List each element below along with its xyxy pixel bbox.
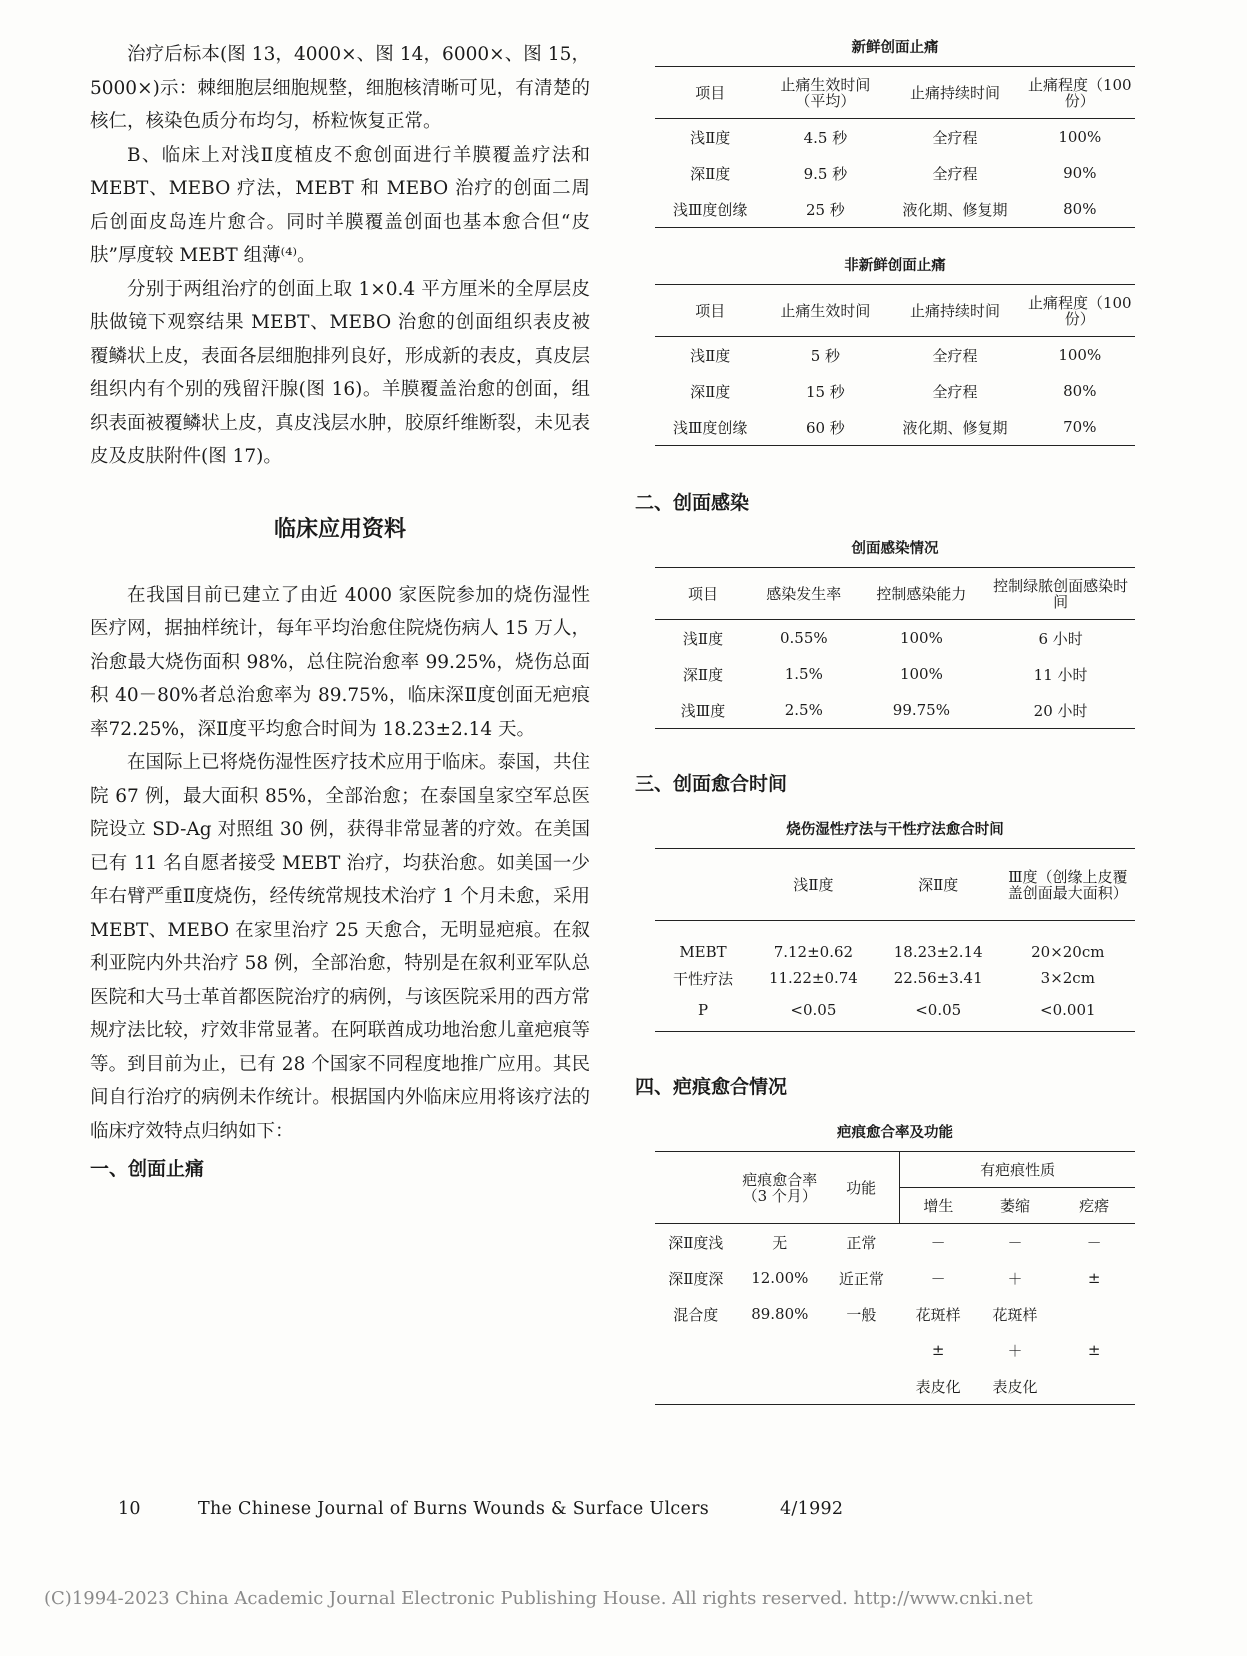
table-cell: 表皮化 [915, 1377, 961, 1396]
table-cell: 11 小时 [1033, 665, 1088, 684]
section-title: 临床应用资料 [273, 516, 406, 542]
column-header: 止痛持续时间 [885, 285, 1024, 337]
table-cell: 90% [1063, 164, 1097, 182]
table-cell: 正常 [846, 1233, 877, 1252]
column-header: 浅Ⅱ度 [751, 849, 876, 921]
table-cell: 100% [1058, 346, 1102, 364]
column-header: 控制绿脓创面感染时间 [986, 568, 1135, 620]
table-cell [737, 1368, 823, 1405]
page-number: 10 [118, 1499, 141, 1519]
table-cell: 80% [1063, 200, 1097, 218]
table-cell: 60 秒 [805, 418, 845, 437]
table-row [655, 989, 1135, 1032]
table-cell: 22.56±3.41 [893, 969, 983, 987]
table-cell: 浅Ⅲ度 [680, 701, 726, 720]
table-cell: 花斑样 [992, 1305, 1038, 1324]
wound-infection-table [655, 567, 1135, 729]
table-cell: 80% [1063, 382, 1097, 400]
table-cell: 25 秒 [805, 200, 845, 219]
column-header: 止痛程度（100 份） [1025, 67, 1135, 119]
table-cell: <0.001 [1040, 1001, 1096, 1019]
column-header: 止痛持续时间 [885, 67, 1024, 119]
table-cell: 深Ⅱ度 [682, 665, 724, 684]
table-cell: 花斑样 [915, 1305, 961, 1324]
table-cell [655, 1332, 737, 1368]
column-header: 控制感染能力 [857, 568, 987, 620]
column-header: 增生 [900, 1188, 977, 1224]
paragraph: 在国际上已将烧伤湿性医疗技术应用于临床。泰国，共住院 67 例，最大面积 85%，全部治愈；在泰国皇家空军总医院设立 SD-Ag 对照组 30 例，获得非常显著的疗效。在美国已有 11 名自愿者接受 MEBT 治疗，均获治愈。如美国一少年右臂严重Ⅱ度烧伤，经传统常规技术治疗 1 个月未愈，采用 MEBT、MEBO 在家里治疗 25 天愈合，无明显疤痕。在叙利亚院内外共治疗 58 例，全部治愈，特别是在叙利亚军队总医院和大马士革首都医院治疗的病例，与该医院采用的西方常规疗法比较，疗效非常显著。在阿联酋成功地治愈儿童疤痕等等。到目前为止，已有 28 个国家不同程度地推广应用。其民间自行治疗的病例未作统计。根据国内外临床应用将该疗法的临床疗效特点归纳如下： [90, 752, 590, 1142]
table-title: 疤痕愈合率及功能 [837, 1125, 953, 1141]
table-row [655, 337, 1135, 374]
table-cell: <0.05 [915, 1001, 962, 1019]
table-cell [655, 1368, 737, 1405]
table-title: 新鲜创面止痛 [851, 40, 939, 56]
healing-time-table [655, 848, 1135, 1032]
table-cell [737, 1332, 823, 1368]
table-cell: 4.5 秒 [803, 128, 848, 147]
fresh-wound-pain-table [655, 66, 1135, 228]
column-header: Ⅲ度（创缘上皮覆盖创面最大面积） [1001, 849, 1135, 921]
paragraph: 在我国目前已建立了由近 4000 家医院参加的烧伤湿性医疗网，据抽样统计，每年平均治愈住院烧伤病人 15 万人，治愈最大烧伤面积 98%，总住院治愈率 99.25%，烧伤总面积 40－80%者总治愈率为 89.75%，临床深Ⅱ度创面无疤痕率72.25%，深Ⅱ度平均愈合时间为 18.23±2.14 天。 [90, 584, 590, 740]
issue-number: 4/1992 [780, 1499, 844, 1519]
table-cell: 99.75% [892, 701, 950, 719]
table-cell: 浅Ⅲ度创缘 [672, 418, 748, 437]
column-header: 萎缩 [977, 1188, 1054, 1224]
left-column [90, 38, 590, 1181]
table-cell: 浅Ⅱ度 [690, 346, 731, 365]
table-cell: 深Ⅱ度浅 [668, 1233, 724, 1252]
table-cell: 浅Ⅱ度 [682, 629, 724, 648]
table-cell: <0.05 [790, 1001, 837, 1019]
table-cell: 6 小时 [1038, 629, 1083, 648]
table-cell: MEBT [679, 943, 727, 961]
table-row [655, 1224, 1135, 1261]
table-cell: 浅Ⅱ度 [690, 128, 731, 147]
table-cell: 近正常 [838, 1269, 884, 1288]
journal-name: The Chinese Journal of Burns Wounds & Surface Ulcers [198, 1499, 710, 1519]
column-header: 疙瘩 [1053, 1188, 1135, 1224]
table-row [655, 967, 1135, 989]
table-cell: 干性疗法 [672, 969, 733, 988]
table-cell: 12.00% [751, 1269, 809, 1287]
scar-healing-table [655, 1151, 1135, 1405]
table-cell: 1.5% [784, 665, 823, 683]
column-header: 止痛生效时间（平均） [765, 67, 885, 119]
paragraph: 治疗后标本(图 13，4000×、图 14，6000×、图 15，5000×)示：棘细胞层细胞规整，细胞核清晰可见，有清楚的核仁，核染色质分布均匀，桥粒恢复正常。 [90, 44, 590, 132]
table-cell: 100% [1058, 128, 1102, 146]
table-cell: 2.5% [784, 701, 823, 719]
table-row [655, 1332, 1135, 1368]
table-cell: － [930, 1233, 946, 1252]
table-cell: ± [931, 1341, 945, 1359]
table-cell: P [697, 1001, 709, 1019]
column-header: 止痛生效时间 [765, 285, 885, 337]
table-cell: 深Ⅱ度 [690, 382, 731, 401]
table-cell: 18.23±2.14 [893, 943, 983, 961]
table-cell: ＋ [1007, 1269, 1023, 1288]
table-cell: 100% [899, 665, 943, 683]
table-cell: ± [1087, 1269, 1101, 1287]
table-cell: 液化期、修复期 [902, 418, 1008, 437]
table-cell: 70% [1063, 418, 1097, 436]
table-cell: 深Ⅱ度深 [668, 1269, 724, 1288]
table-cell: 全疗程 [932, 164, 978, 183]
subsection-heading: 一、创面止痛 [90, 1158, 205, 1180]
table-title: 创面感染情况 [851, 541, 939, 557]
column-group-header: 有疤痕性质 [900, 1152, 1135, 1188]
table-cell: 浅Ⅲ度创缘 [672, 200, 748, 219]
table-cell: － [930, 1269, 946, 1288]
right-column [635, 36, 1135, 1405]
table-cell: 100% [899, 629, 943, 647]
table-cell: 0.55% [779, 629, 828, 647]
table-row [655, 620, 1135, 657]
table-title: 非新鲜创面止痛 [844, 258, 946, 274]
table-title: 烧伤湿性疗法与干性疗法愈合时间 [786, 822, 1004, 838]
table-cell: ＋ [1007, 1341, 1023, 1360]
column-header [655, 849, 751, 921]
subsection-heading: 三、创面愈合时间 [635, 773, 788, 795]
table-row [655, 373, 1135, 409]
table-row [655, 191, 1135, 228]
column-header: 止痛程度（100 份） [1025, 285, 1135, 337]
table-cell: 15 秒 [805, 382, 845, 401]
table-cell: 表皮化 [992, 1377, 1038, 1396]
table-cell: 11.22±0.74 [768, 969, 858, 987]
column-header: 项目 [655, 285, 765, 337]
table-row [655, 119, 1135, 156]
subsection-heading: 四、疤痕愈合情况 [635, 1076, 788, 1098]
table-cell: 混合度 [673, 1305, 719, 1324]
table-row [655, 1368, 1135, 1405]
table-row [655, 921, 1135, 968]
table-cell: 一般 [846, 1305, 877, 1324]
table-row [655, 656, 1135, 692]
table-row [655, 692, 1135, 729]
table-cell: 深Ⅱ度 [690, 164, 731, 183]
table-row [655, 1296, 1135, 1332]
table-cell: 9.5 秒 [803, 164, 848, 183]
column-header: 感染发生率 [751, 568, 857, 620]
table-cell: － [1086, 1233, 1102, 1252]
paragraph: B、临床上对浅Ⅱ度植皮不愈创面进行羊膜覆盖疗法和 MEBT、MEBO 疗法，MEBT 和 MEBO 治疗的创面二周后创面皮岛连片愈合。同时羊膜覆盖创面也基本愈合但“皮肤”厚度较 MEBT 组薄⁽⁴⁾。 [90, 144, 590, 266]
table-cell: － [1007, 1233, 1023, 1252]
table-cell: 全疗程 [932, 346, 978, 365]
column-header: 项目 [655, 67, 765, 119]
column-header: 功能 [823, 1152, 900, 1224]
table-cell: 20 小时 [1033, 701, 1088, 720]
table-cell: ± [1087, 1341, 1101, 1359]
table-cell: 89.80% [751, 1305, 809, 1323]
table-cell [1053, 1368, 1135, 1405]
paragraph: 分别于两组治疗的创面上取 1×0.4 平方厘米的全厚层皮肤做镜下观察结果 MEBT、MEBO 治愈的创面组织表皮被覆鳞状上皮，表面各层细胞排列良好，形成新的表皮，真皮层组织内有个别的残留汗腺(图 16)。羊膜覆盖治愈的创面，组织表面被覆鳞状上皮，真皮浅层水肿，胶原纤维断裂，未见表皮及皮肤附件(图 17)。 [90, 278, 590, 467]
table-cell: 7.12±0.62 [773, 943, 854, 961]
table-cell [1053, 1296, 1135, 1332]
table-row [655, 155, 1135, 191]
table-cell: 液化期、修复期 [902, 200, 1008, 219]
column-header [655, 1152, 737, 1224]
table-cell: 3×2cm [1040, 969, 1095, 987]
table-cell [823, 1368, 900, 1405]
table-cell: 全疗程 [932, 382, 978, 401]
table-cell [823, 1332, 900, 1368]
subsection-heading: 二、创面感染 [635, 492, 750, 514]
copyright-notice: (C)1994-2023 China Academic Journal Electronic Publishing House. All rights reserved. http://www.cnki.net [44, 1588, 1033, 1609]
table-row [655, 409, 1135, 446]
table-cell: 全疗程 [932, 128, 978, 147]
table-row [655, 1260, 1135, 1296]
column-header: 项目 [655, 568, 751, 620]
table-cell: 20×20cm [1031, 943, 1105, 961]
table-cell: 5 秒 [810, 346, 841, 365]
column-header: 疤痕愈合率（3 个月） [737, 1152, 823, 1224]
non-fresh-wound-pain-table [655, 284, 1135, 446]
table-cell: 无 [772, 1233, 788, 1252]
column-header: 深Ⅱ度 [876, 849, 1001, 921]
